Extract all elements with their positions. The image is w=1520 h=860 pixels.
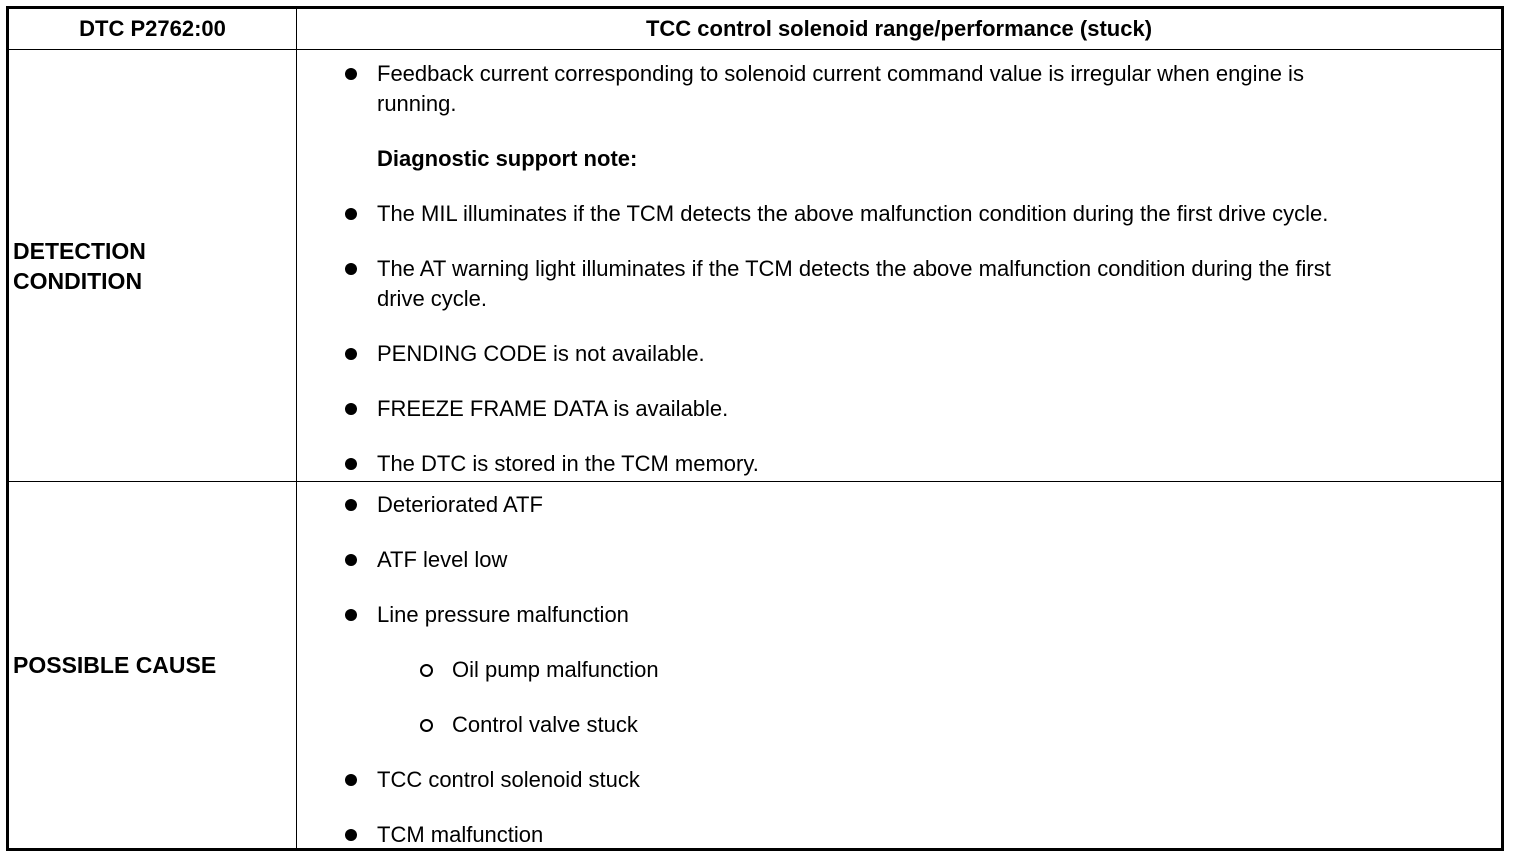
table-header-row — [9, 9, 1501, 50]
list-item — [377, 820, 1471, 850]
cause-sub-item-text: Oil pump malfunction — [452, 657, 659, 682]
possible-cause-label — [9, 482, 297, 848]
detection-intro-line1: Feedback current corresponding to solenoid current command value is irregular when engine is — [377, 61, 1304, 86]
detection-condition-label — [9, 50, 297, 481]
dtc-title-header — [297, 9, 1501, 49]
list-item — [377, 545, 1471, 575]
detection-stored-text: The DTC is stored in the TCM memory. — [377, 451, 759, 476]
list-item — [377, 765, 1471, 795]
detection-intro-line2: running. — [377, 91, 457, 116]
bullet-icon — [345, 68, 357, 80]
cause-item-text: ATF level low — [377, 547, 508, 572]
list-item — [377, 254, 1471, 314]
bullet-icon — [345, 829, 357, 841]
dtc-code-header — [9, 9, 297, 49]
detection-label-line1: DETECTION — [13, 237, 146, 264]
possible-cause-label-text: POSSIBLE CAUSE — [13, 652, 217, 678]
bullet-icon — [345, 208, 357, 220]
detection-condition-content — [297, 50, 1501, 481]
circle-bullet-icon — [420, 664, 433, 677]
cause-sub-item-text: Control valve stuck — [452, 712, 638, 737]
bullet-icon — [345, 609, 357, 621]
detection-at-warning-line1: The AT warning light illuminates if the TCM detects the above malfunction condition during the first — [377, 256, 1331, 281]
list-item — [377, 394, 1471, 424]
detection-pending-text: PENDING CODE is not available. — [377, 341, 705, 366]
detection-mil-text: The MIL illuminates if the TCM detects the above malfunction condition during the first drive cycle. — [377, 201, 1329, 226]
detection-condition-row — [9, 50, 1501, 482]
bullet-icon — [345, 554, 357, 566]
detection-label-line2: CONDITION — [13, 267, 143, 294]
list-item — [377, 199, 1471, 229]
list-item — [377, 449, 1471, 479]
bullet-icon — [345, 403, 357, 415]
list-item — [377, 59, 1471, 119]
possible-cause-row — [9, 482, 1501, 848]
cause-item-text: Line pressure malfunction — [377, 602, 629, 627]
detection-at-warning-line2: drive cycle. — [377, 286, 488, 311]
circle-bullet-icon — [420, 719, 433, 732]
cause-item-text: TCC control solenoid stuck — [377, 767, 640, 792]
bullet-icon — [345, 263, 357, 275]
dtc-code: DTC P2762:00 — [79, 16, 226, 41]
bullet-icon — [345, 499, 357, 511]
list-item — [377, 600, 1471, 630]
detection-freeze-text: FREEZE FRAME DATA is available. — [377, 396, 729, 421]
sub-list-item — [452, 710, 1471, 740]
dtc-title: TCC control solenoid range/performance (stuck) — [645, 16, 1153, 41]
bullet-icon — [345, 348, 357, 360]
cause-item-text: TCM malfunction — [377, 822, 544, 847]
bullet-icon — [345, 774, 357, 786]
dtc-table — [6, 6, 1504, 851]
possible-cause-content — [297, 482, 1501, 848]
list-item — [377, 339, 1471, 369]
list-item — [377, 490, 1471, 520]
diagnostic-support-note-heading: Diagnostic support note: — [377, 146, 638, 171]
bullet-icon — [345, 458, 357, 470]
cause-item-text: Deteriorated ATF — [377, 492, 543, 517]
sub-list-item — [452, 655, 1471, 685]
